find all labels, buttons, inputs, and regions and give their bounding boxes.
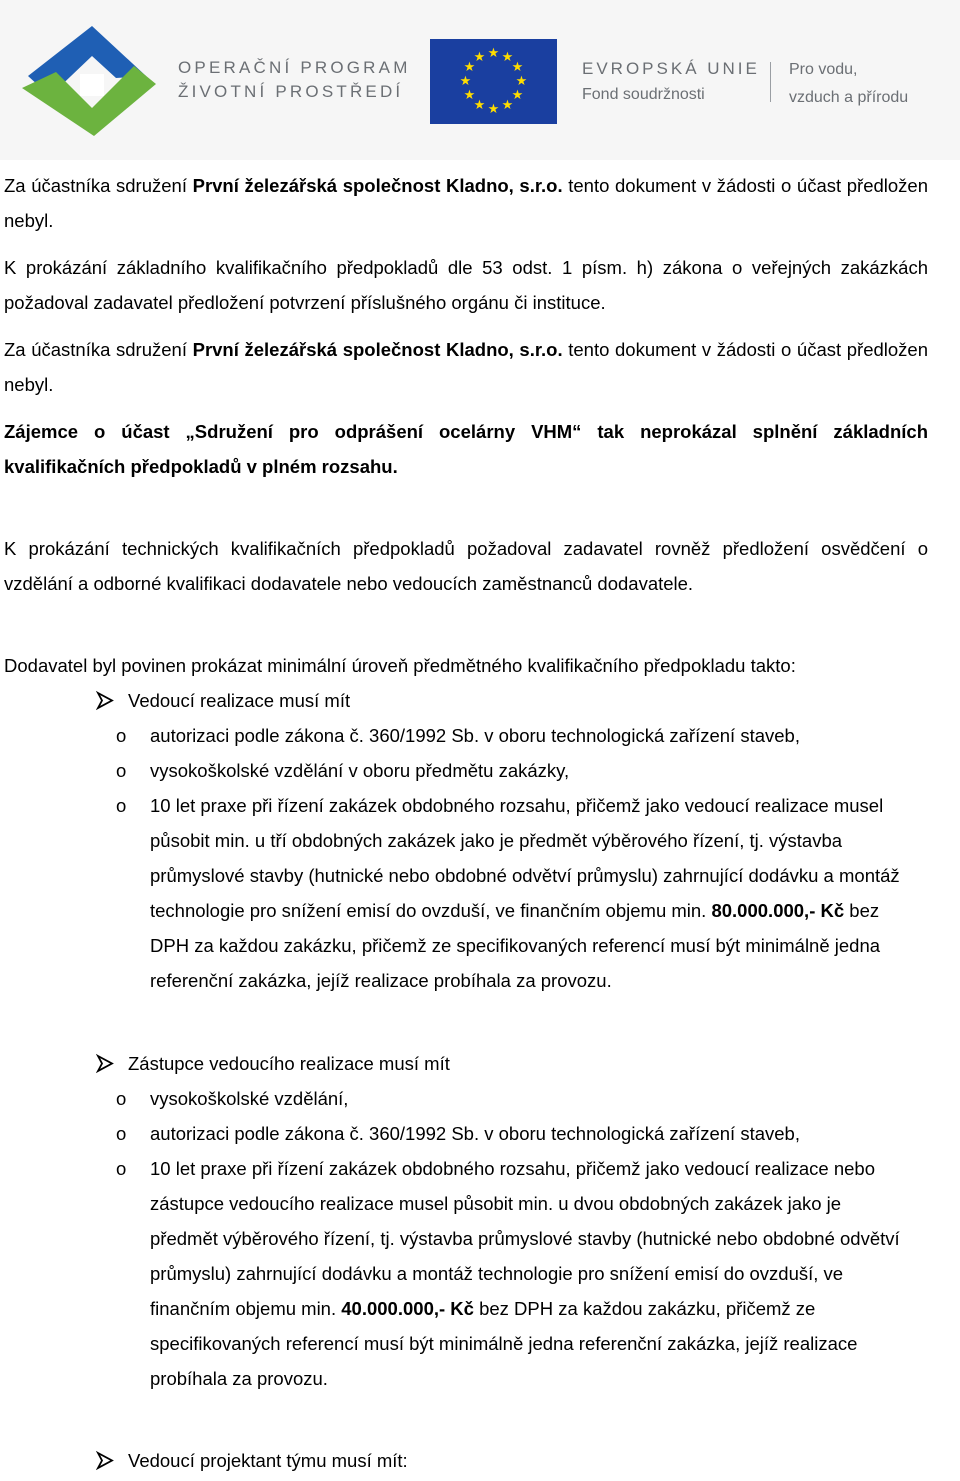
bullet-vedouci-realizace bbox=[96, 683, 928, 718]
arrow-bullet-icon bbox=[96, 1443, 114, 1478]
company-name: První železářská společnost Kladno, s.r.o. bbox=[192, 175, 563, 196]
svg-text:★: ★ bbox=[511, 88, 524, 103]
bullet-label: Vedoucí projektant týmu musí mít: bbox=[128, 1450, 408, 1471]
p3-text: Za účastníka sdružení bbox=[4, 339, 193, 360]
list-item bbox=[116, 1081, 906, 1116]
op-zp-logo-icon bbox=[22, 26, 162, 138]
paragraph-5: K prokázání technických kvalifikačních předpokladů požadoval zadavatel rovněž předložení osvědčení o vzdělání a odborné kvalifikaci dodavatele nebo vedoucích zaměstnanců dodavatele. bbox=[4, 538, 928, 594]
svg-text:★: ★ bbox=[473, 50, 486, 65]
list-item bbox=[116, 753, 906, 788]
svg-text:★: ★ bbox=[487, 102, 500, 117]
circle-bullet-icon: o bbox=[116, 795, 127, 816]
eu-title bbox=[582, 56, 760, 108]
list-item-text-end: bez DPH za každou zakázku, přičemž ze specifikovaných referencí musí být minimálně jedna referenční zakázka, jejíž realizace probíhala za provozu. bbox=[150, 900, 881, 991]
circle-bullet-icon: o bbox=[116, 1088, 127, 1109]
svg-text:★: ★ bbox=[463, 60, 476, 75]
document-body bbox=[4, 168, 928, 1478]
circle-bullet-icon: o bbox=[116, 760, 127, 781]
arrow-bullet-icon bbox=[96, 1046, 114, 1081]
slogan-line2: vzduch a přírodu bbox=[789, 89, 909, 106]
header-divider bbox=[770, 62, 771, 102]
arrow-bullet-icon bbox=[96, 683, 114, 718]
company-name: První železářská společnost Kladno, s.r.o. bbox=[192, 339, 563, 360]
eu-flag-icon bbox=[430, 39, 557, 124]
slogan-line1: Pro vodu, bbox=[789, 61, 858, 78]
list-item-text: vysokoškolské vzdělání v oboru předmětu zakázky, bbox=[150, 760, 570, 781]
amount: 80.000.000,- Kč bbox=[711, 900, 845, 921]
bullet-zastupce-vedouciho bbox=[96, 1046, 928, 1081]
list-item-text: 10 let praxe při řízení zakázek obdobného rozsahu, přičemž jako vedoucí realizace musel působit min. u tří obdobných zakázek jako je předmět výběrového řízení, tj. výstavba průmyslové stavby (hutnické nebo obdobné odvětví průmyslu) zahrnující dodávku a montáž technologie pro snížení emisí do ovzduší, ve finančním objemu min. bbox=[150, 795, 900, 921]
eu-line2: Fond soudržnosti bbox=[582, 86, 705, 103]
list-item bbox=[116, 788, 906, 998]
paragraph-2: K prokázání základního kvalifikačního předpokladů dle 53 odst. 1 písm. h) zákona o veřejných zakázkách požadoval zadavatel předložení potvrzení příslušného orgánu či instituce. bbox=[4, 257, 928, 313]
svg-text:★: ★ bbox=[511, 60, 524, 75]
svg-text:★: ★ bbox=[459, 74, 472, 89]
list-item-text: vysokoškolské vzdělání, bbox=[150, 1088, 349, 1109]
p3-text-end: tento dokument v žádosti o účast předložen nebyl. bbox=[4, 339, 929, 395]
amount: 40.000.000,- Kč bbox=[341, 1298, 474, 1319]
circle-bullet-icon: o bbox=[116, 725, 127, 746]
op-program-title bbox=[178, 56, 411, 104]
bullet-label: Vedoucí realizace musí mít bbox=[128, 690, 351, 711]
slogan bbox=[789, 56, 908, 112]
paragraph-6: Dodavatel byl povinen prokázat minimální úroveň předmětného kvalifikačního předpokladu takto: bbox=[4, 655, 796, 676]
list-item bbox=[116, 1116, 906, 1151]
list-item-text-end: bez DPH za každou zakázku, přičemž ze specifikovaných referencí musí být minimálně jedna referenční zakázka, jejíž realizace probíhala za provozu. bbox=[150, 1298, 858, 1389]
eu-line1: EVROPSKÁ UNIE bbox=[582, 59, 760, 78]
list-item bbox=[116, 718, 906, 753]
p1-text: Za účastníka sdružení bbox=[4, 175, 193, 196]
svg-text:★: ★ bbox=[487, 46, 500, 61]
svg-text:★: ★ bbox=[501, 50, 514, 65]
svg-text:★: ★ bbox=[515, 74, 528, 89]
list-item-text: 10 let praxe při řízení zakázek obdobného rozsahu, přičemž jako vedoucí realizace nebo zástupce vedoucího realizace musel působit min. u dvou obdobných zakázek jako je předmět výběrového řízení, tj. výstavba průmyslové stavby (hutnické nebo obdobné odvětví průmyslu) zahrnující dodávku a montáž technologie pro snížení emisí do ovzduší, ve finančním objemu min. bbox=[150, 1158, 900, 1319]
p1-text-end: tento dokument v žádosti o účast předložen nebyl. bbox=[4, 175, 929, 231]
paragraph-1 bbox=[4, 168, 928, 238]
list-item-text: autorizaci podle zákona č. 360/1992 Sb. v oboru technologická zařízení staveb, bbox=[150, 1123, 800, 1144]
op-line1: OPERAČNÍ PROGRAM bbox=[178, 58, 411, 77]
op-line2: ŽIVOTNÍ PROSTŘEDÍ bbox=[178, 82, 404, 101]
circle-bullet-icon: o bbox=[116, 1123, 127, 1144]
page-header bbox=[0, 0, 960, 160]
list-item-text: autorizaci podle zákona č. 360/1992 Sb. v oboru technologická zařízení staveb, bbox=[150, 725, 800, 746]
svg-text:★: ★ bbox=[501, 98, 514, 113]
paragraph-3 bbox=[4, 332, 928, 402]
bullet-label: Zástupce vedoucího realizace musí mít bbox=[128, 1053, 450, 1074]
bullet-vedouci-projektant bbox=[96, 1443, 928, 1478]
svg-text:★: ★ bbox=[463, 88, 476, 103]
list-item bbox=[116, 1151, 906, 1396]
paragraph-4-conclusion: Zájemce o účast „Sdružení pro odprášení ocelárny VHM“ tak neprokázal splnění základních kvalifikačních předpokladů v plném rozsahu. bbox=[4, 421, 928, 477]
svg-text:★: ★ bbox=[473, 98, 486, 113]
circle-bullet-icon: o bbox=[116, 1158, 127, 1179]
